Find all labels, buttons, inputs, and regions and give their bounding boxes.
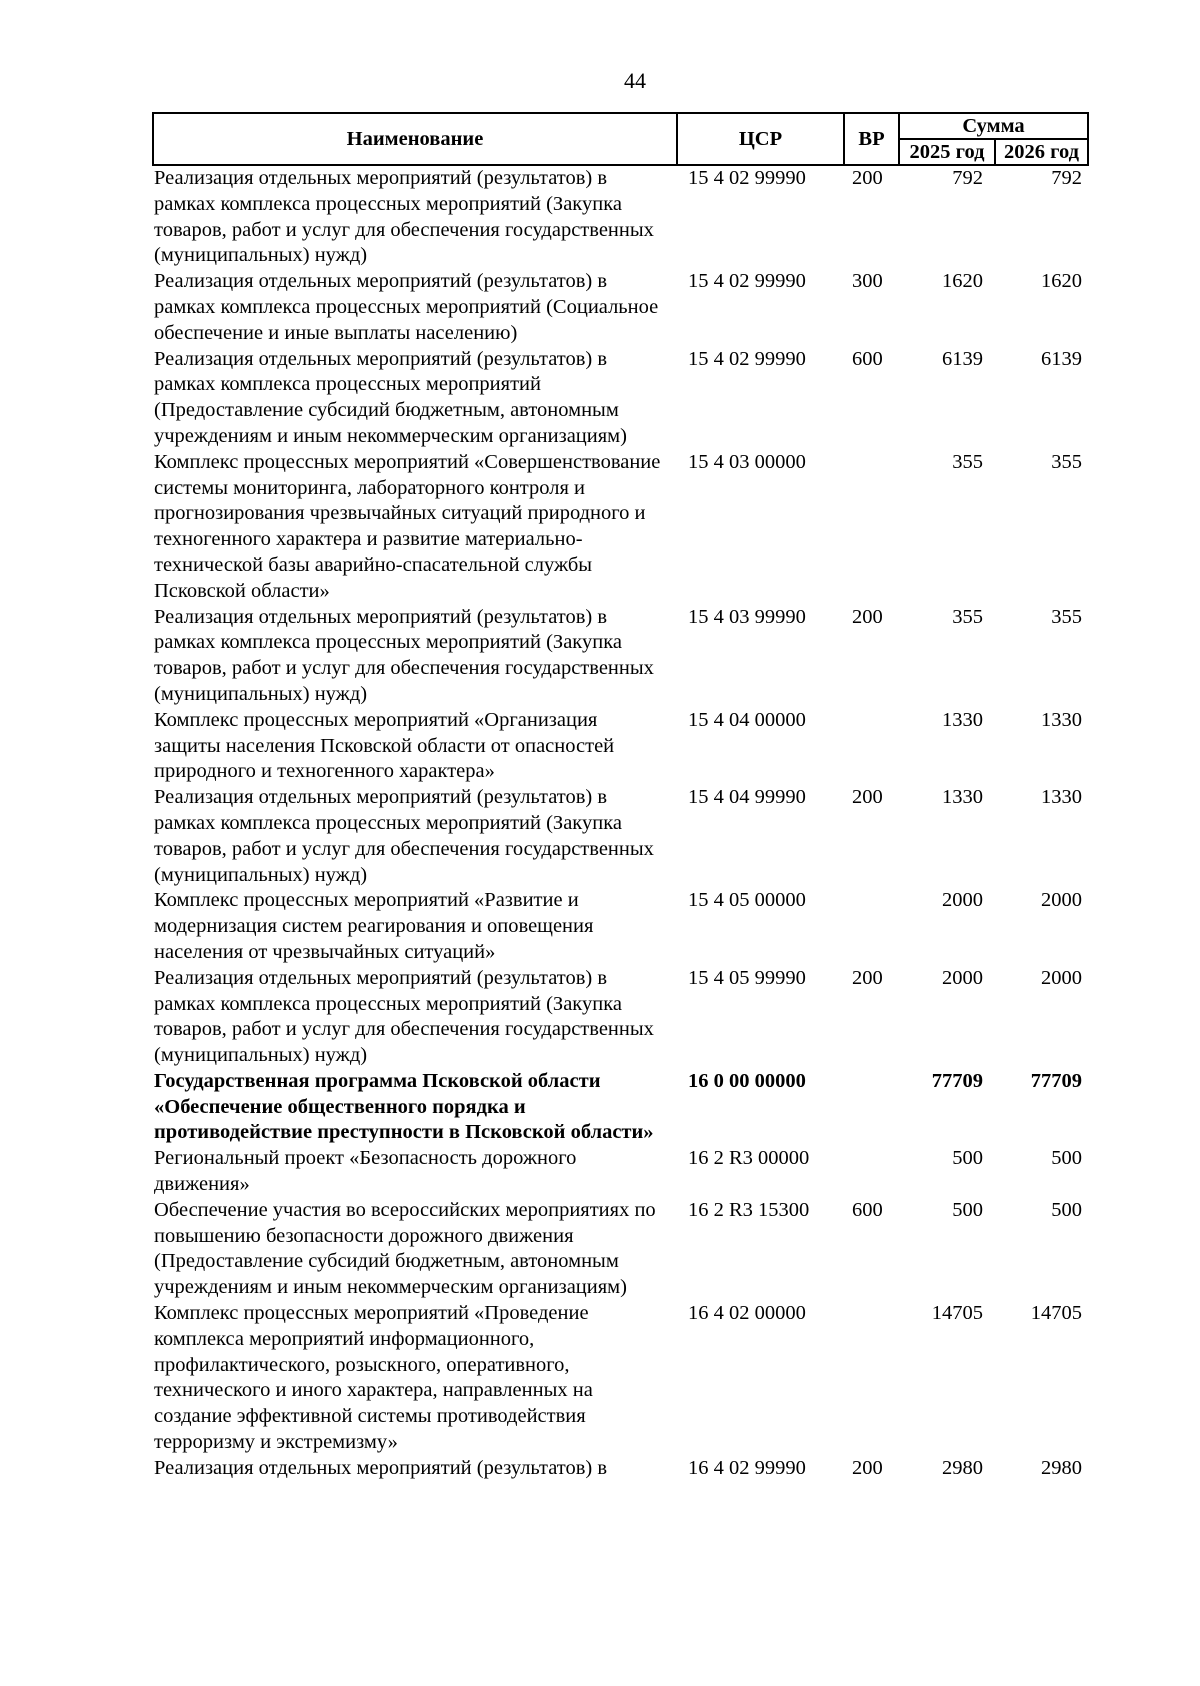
- row-name: Комплекс процессных мероприятий «Организация защиты населения Псковской области от опасностей природного и техногенного характера»: [154, 708, 615, 783]
- table-row: [153, 1069, 1088, 1146]
- row-vr: 200: [852, 966, 883, 989]
- table-row: [153, 450, 1088, 605]
- row-sum-2026: 2000: [1041, 889, 1082, 912]
- row-sum-2025: 1330: [942, 786, 983, 809]
- row-csr: 15 4 02 99990: [688, 167, 806, 189]
- header-year-2025: 2025 год: [899, 139, 995, 165]
- row-name: Реализация отдельных мероприятий (результатов) в рамках комплекса процессных мероприятий (Предоставление субсидий бюджетным, автономным учреждениям и иным некоммерческим организациям): [154, 347, 627, 447]
- row-name: Комплекс процессных мероприятий «Развитие и модернизация систем реагирования и оповещения населения от чрезвычайных ситуаций»: [154, 889, 594, 963]
- row-sum-2025: 500: [952, 1198, 983, 1221]
- row-vr: [844, 888, 899, 965]
- row-sum-2026: 792: [1051, 167, 1082, 189]
- row-name: Реализация отдельных мероприятий (результатов) в рамках комплекса процессных мероприятий (Закупка товаров, работ и услуг для обеспечения государственных (муниципальных) нужд): [154, 167, 654, 267]
- row-sum-2025: 2000: [942, 889, 983, 912]
- row-sum-2026: 1330: [1041, 786, 1082, 809]
- row-name: Комплекс процессных мероприятий «Совершенствование системы мониторинга, лабораторного контроля и прогнозирования чрезвычайных ситуаций природного и техногенного характера и развитие материально-технической базы аварийно-спасательной службы Псковской области»: [154, 450, 661, 602]
- header-csr: ЦСР: [677, 113, 844, 165]
- row-sum-2025: 355: [952, 605, 983, 628]
- row-name: Реализация отдельных мероприятий (результатов) в: [154, 1456, 608, 1479]
- row-vr: 600: [852, 1198, 883, 1221]
- row-csr: 16 4 02 99990: [688, 1456, 806, 1479]
- row-vr: [844, 1069, 899, 1146]
- table-row: [153, 1301, 1088, 1456]
- header-year-2026: 2026 год: [995, 139, 1088, 165]
- row-sum-2026: 2980: [1041, 1456, 1082, 1479]
- table-header: [153, 113, 1088, 165]
- row-sum-2026: 355: [1051, 450, 1082, 473]
- row-sum-2025: 500: [952, 1147, 983, 1170]
- table-row: [153, 1198, 1088, 1301]
- row-csr: 16 4 02 00000: [688, 1302, 806, 1325]
- row-sum-2026: 14705: [1030, 1302, 1082, 1325]
- table-row: [153, 966, 1088, 1069]
- table-row: [153, 1456, 1088, 1482]
- row-sum-2026: 355: [1051, 605, 1082, 628]
- row-sum-2025: 355: [952, 450, 983, 473]
- header-sum: Сумма: [899, 113, 1088, 139]
- row-vr: [844, 1146, 899, 1198]
- table-body: [153, 165, 1088, 1482]
- row-vr: 200: [852, 786, 883, 809]
- row-vr: 300: [852, 270, 883, 293]
- row-vr: 600: [852, 347, 883, 370]
- table-row: [153, 1146, 1088, 1198]
- row-sum-2025: 792: [952, 167, 983, 189]
- row-sum-2025: 1330: [942, 708, 983, 731]
- table-row: [153, 347, 1088, 450]
- row-name: Обеспечение участия во всероссийских мероприятиях по повышению безопасности дорожного движения (Предоставление субсидий бюджетным, автономным учреждениям и иным некоммерческим организациям): [154, 1198, 656, 1299]
- table-row: [153, 165, 1088, 269]
- row-sum-2025: 2000: [942, 966, 983, 989]
- row-name: Реализация отдельных мероприятий (результатов) в рамках комплекса процессных мероприятий (Закупка товаров, работ и услуг для обеспечения государственных (муниципальных) нужд): [154, 786, 654, 886]
- row-csr: 16 0 00 00000: [688, 1069, 806, 1092]
- row-sum-2026: 2000: [1041, 966, 1082, 989]
- row-sum-2026: 500: [1051, 1198, 1082, 1221]
- row-sum-2026: 500: [1051, 1147, 1082, 1170]
- row-sum-2026: 77709: [1030, 1069, 1082, 1092]
- row-csr: 15 4 04 99990: [688, 786, 806, 809]
- table-row: [153, 605, 1088, 708]
- table-row: [153, 785, 1088, 888]
- row-csr: 15 4 03 00000: [688, 450, 806, 473]
- row-name: Региональный проект «Безопасность дорожного движения»: [154, 1147, 577, 1196]
- row-csr: 16 2 R3 00000: [688, 1147, 810, 1170]
- budget-table: [152, 112, 1089, 1482]
- header-vr: ВР: [844, 113, 899, 165]
- row-sum-2025: 2980: [942, 1456, 983, 1479]
- table-row: [153, 888, 1088, 965]
- row-name: Реализация отдельных мероприятий (результатов) в рамках комплекса процессных мероприятий (Закупка товаров, работ и услуг для обеспечения государственных (муниципальных) нужд): [154, 966, 654, 1067]
- row-vr: 200: [852, 1456, 883, 1479]
- row-sum-2026: 1620: [1041, 270, 1082, 293]
- header-name: Наименование: [153, 113, 677, 165]
- row-sum-2025: 14705: [931, 1302, 983, 1325]
- row-name: Реализация отдельных мероприятий (результатов) в рамках комплекса процессных мероприятий (Закупка товаров, работ и услуг для обеспечения государственных (муниципальных) нужд): [154, 605, 654, 705]
- row-name: Государственная программа Псковской области «Обеспечение общественного порядка и противодействие преступности в Псковской области»: [154, 1069, 654, 1144]
- row-sum-2025: 1620: [942, 270, 983, 293]
- page-number: 44: [624, 68, 646, 93]
- row-sum-2026: 6139: [1041, 347, 1082, 370]
- row-csr: 15 4 05 99990: [688, 966, 806, 989]
- row-csr: 15 4 04 00000: [688, 708, 806, 731]
- row-vr: 200: [852, 605, 883, 628]
- row-vr: [844, 1301, 899, 1456]
- row-name: Реализация отдельных мероприятий (результатов) в рамках комплекса процессных мероприятий (Социальное обеспечение и иные выплаты населению): [154, 270, 659, 344]
- row-vr: [844, 450, 899, 605]
- row-name: Комплекс процессных мероприятий «Проведение комплекса мероприятий информационного, профилактического, розыскного, оперативного, технического и иного характера, направленных на создание эффективной системы противодействия терроризму и экстремизму»: [154, 1302, 593, 1454]
- row-csr: 15 4 02 99990: [688, 347, 806, 370]
- row-sum-2026: 1330: [1041, 708, 1082, 731]
- row-vr: 200: [852, 167, 883, 189]
- row-sum-2025: 77709: [931, 1069, 983, 1092]
- row-vr: [844, 708, 899, 785]
- row-sum-2025: 6139: [942, 347, 983, 370]
- row-csr: 16 2 R3 15300: [688, 1198, 810, 1221]
- row-csr: 15 4 02 99990: [688, 270, 806, 293]
- table-row: [153, 269, 1088, 346]
- row-csr: 15 4 05 00000: [688, 889, 806, 912]
- table-row: [153, 708, 1088, 785]
- row-csr: 15 4 03 99990: [688, 605, 806, 628]
